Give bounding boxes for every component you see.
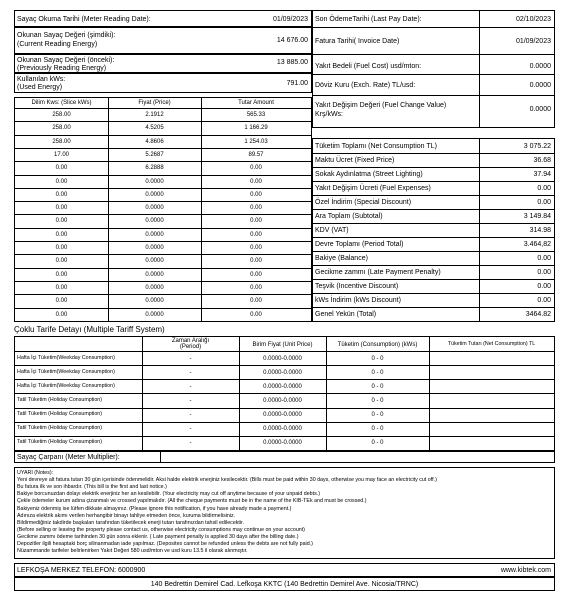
slice-kws-cell: 0.00 (55, 258, 68, 265)
tariff-header-unit-price: Birim Fiyat (Unit Price) (252, 342, 313, 348)
slice-price-cell: 0.0000 (145, 178, 164, 185)
footer-website[interactable]: www.kibtek.com (500, 567, 551, 574)
tariff-row-type: Hafta İçi Tüketim(Weekday Consumption) (17, 368, 115, 375)
totals-label: Yakıt Değişim Ücreti (Fuel Expenses) (315, 184, 431, 192)
slice-row-divider (15, 214, 311, 215)
slice-row-divider (15, 148, 311, 149)
meter-multiplier-box (14, 451, 555, 463)
slice-row-divider (15, 121, 311, 122)
tariff-header-consumption: Tüketim (Consumption) (kWs) (337, 342, 418, 348)
totals-value: 36.68 (533, 156, 551, 164)
slice-amount-cell: 1 166.29 (244, 125, 268, 132)
slice-header-price: Fiyat (Price) (138, 100, 171, 106)
totals-label: Teşvik (Incentive Discount) (315, 282, 399, 290)
tariff-row-consumption: 0 - 0 (371, 440, 384, 447)
tariff-row-type: Tatil Tüketim (Holiday Consumption) (17, 411, 102, 418)
totals-value: 0.00 (537, 198, 551, 206)
tariff-row-unit-price: 0.0000-0.0000 (263, 426, 302, 433)
tariff-row-period: - (189, 412, 192, 419)
slice-amount-cell: 0.00 (250, 205, 262, 212)
last-pay-date-label: Son ÖdemeTarihi (Last Pay Date): (315, 16, 422, 23)
notes-line: Bakiye borcunuzdan dolayı elektrik enerjiniz her an kesilebilir. (Your electricity may cut off anytime because of your unpaid debts.) (17, 491, 320, 498)
slice-header-amount: Tutar Amount (238, 100, 274, 106)
totals-row-divider (313, 195, 554, 196)
totals-label: KDV (VAT) (315, 226, 349, 234)
slice-kws-cell: 0.00 (55, 205, 68, 212)
slice-amount-cell: 0.00 (250, 258, 262, 265)
tariff-row-type: Hafta İçi Tüketim(Weekday Consumption) (17, 354, 115, 361)
slice-price-cell: 0.0000 (145, 191, 164, 198)
slice-row-divider (15, 308, 311, 309)
multi-tariff-title: Çoklu Tarife Detayı (Multiple Tariff System) (14, 325, 165, 334)
used-energy-value: 791.00 (286, 80, 308, 87)
slice-price-cell: 0.0000 (145, 258, 164, 265)
totals-value: 0.00 (537, 282, 551, 290)
slice-price-cell: 4.5205 (145, 125, 164, 132)
totals-row-divider (313, 307, 554, 308)
slice-kws-cell: 258.00 (52, 138, 71, 145)
totals-value: 37.94 (533, 170, 551, 178)
totals-label: Gecikme zammı (Late Payment Penalty) (315, 268, 441, 276)
notes-line: Bakiyeniz ödenmiş ise lütfen dikkate almayınız. (Please ignore this notification, if you have already made a payment.) (17, 505, 292, 512)
notes-line: Gecikme zammı ödeme tarihinden 30 gün sonra eklenir. ( Late payment penalty is applied 30 days after the billing date.) (17, 533, 299, 540)
tariff-row-unit-price: 0.0000-0.0000 (263, 355, 302, 362)
totals-value: 0.00 (537, 296, 551, 304)
slice-amount-cell: 0.00 (250, 231, 262, 238)
tariff-row-period: - (189, 440, 192, 447)
slice-kws-cell: 258.00 (52, 125, 71, 132)
slice-kws-cell: 0.00 (55, 178, 68, 185)
slice-amount-cell: 0.00 (250, 165, 262, 172)
notes-line: (Before selling or leaving the property please contact us, otherwise electricity consumptions may continue on your account) (17, 526, 305, 533)
tariff-row-consumption: 0 - 0 (371, 369, 384, 376)
tariff-row-period: - (189, 426, 192, 433)
slice-price-cell: 0.0000 (145, 311, 164, 318)
slice-amount-cell: 1 254.03 (244, 138, 268, 145)
tariff-row-unit-price: 0.0000-0.0000 (263, 383, 302, 390)
tariff-row-period: - (189, 369, 192, 376)
tariff-header-period-en: (Period) (179, 344, 202, 350)
totals-label: Genel Yekün (Total) (315, 310, 377, 318)
slice-kws-cell: 17.00 (53, 151, 69, 158)
used-energy-box (14, 73, 312, 93)
totals-value: 3.464,82 (523, 240, 551, 248)
totals-label: Maktu Ücret (Fixed Price) (315, 156, 395, 164)
totals-value: 314.98 (529, 226, 551, 234)
slice-row-divider (15, 254, 311, 255)
totals-row-divider (313, 265, 554, 266)
tariff-row-type: Tatil Tüketim (Holiday Consumption) (17, 425, 102, 432)
slice-kws-cell: 0.00 (55, 191, 68, 198)
tariff-row-period: - (189, 383, 192, 390)
tariff-row-period: - (189, 397, 192, 404)
slice-kws-cell: 0.00 (55, 165, 68, 172)
slice-row-divider (15, 161, 311, 162)
notes-title: UYARI (Notes): (17, 470, 54, 476)
fuel-cost-label: Yakıt Bedeli (Fuel Cost) usd/mton: (315, 63, 422, 70)
totals-row-divider (313, 237, 554, 238)
notes-line: Nüzammande tarifeler belirlenirken Yakıt Değeri 580 usd/mton ve usd kuru 13.5 il olarak alınmıştır. (17, 548, 248, 555)
totals-row-divider (313, 153, 554, 154)
totals-label: Bakiye (Balance) (315, 254, 368, 262)
tariff-row-unit-price: 0.0000-0.0000 (263, 397, 302, 404)
slice-price-cell: 0.0000 (145, 271, 164, 278)
slice-amount-cell: 89.57 (248, 151, 264, 158)
totals-value: 0.00 (537, 254, 551, 262)
slice-kws-cell: 0.00 (55, 245, 68, 251)
tariff-row-consumption: 0 - 0 (371, 412, 384, 419)
slice-row-divider (15, 268, 311, 269)
slice-kws-cell: 258.00 (52, 112, 71, 118)
footer-contact (14, 563, 555, 577)
totals-table (312, 138, 555, 322)
totals-value: 3464.82 (525, 310, 551, 318)
fuel-change-label-unit: Krş/kWs: (315, 111, 343, 118)
previous-reading-box (14, 54, 312, 73)
used-energy-label: Kullanılan kWs: (17, 76, 66, 83)
notes-line: Adınıza elektrik akımı verilen herhangibir binayı tahliye etmeden önce, kuruma bildirmelisiniz. (17, 512, 236, 519)
tariff-row-divider (15, 436, 554, 437)
tariff-header-period-tr: Zaman Aralığı (171, 338, 210, 344)
slice-amount-cell: 565.33 (246, 112, 266, 118)
slice-table (14, 97, 312, 322)
notes-line: Çekle ödemeler kurum adına çizanmalı ve crossed yapılmalıdır. (All the cheque payments must be in the name of the KIB-TEk and must be crossed.) (17, 498, 367, 505)
slice-row-divider (15, 281, 311, 282)
tariff-row-divider (15, 393, 554, 394)
slice-price-cell: 6.2888 (145, 165, 164, 172)
slice-price-cell: 0.0000 (145, 245, 164, 251)
slice-price-cell: 0.0000 (145, 298, 164, 305)
slice-amount-cell: 0.00 (250, 178, 262, 185)
slice-price-cell: 0.0000 (145, 231, 164, 238)
tariff-row-divider (15, 408, 554, 409)
fuel-change-label: Yakıt Değişim Değeri (Fuel Change Value) (315, 102, 447, 109)
meter-reading-date-label: Sayaç Okuma Tarihi (Meter Reading Date): (17, 16, 151, 23)
slice-kws-cell: 0.00 (55, 298, 68, 305)
meter-reading-date-box (14, 10, 312, 27)
used-energy-label-en: (Used Energy) (17, 84, 63, 91)
slice-kws-cell: 0.00 (55, 284, 68, 291)
tariff-header-net-consumption: Tüketim Tutarı (Net Consumption) TL (447, 341, 536, 347)
tariff-row-period: - (189, 355, 192, 362)
tariff-row-divider (15, 379, 554, 380)
totals-row-divider (313, 279, 554, 280)
slice-kws-cell: 0.00 (55, 231, 68, 238)
tariff-row-consumption: 0 - 0 (371, 355, 384, 362)
totals-row-divider (313, 209, 554, 210)
tariff-row-consumption: 0 - 0 (371, 397, 384, 404)
current-reading-value: 14 676.00 (276, 37, 308, 44)
invoice-date-label: Fatura Tarihi( Invoice Date) (315, 38, 400, 45)
totals-row-divider (313, 251, 554, 252)
totals-row-divider (313, 181, 554, 182)
slice-amount-cell: 0.00 (250, 245, 262, 251)
fuel-change-value: 0.0000 (529, 106, 551, 113)
previous-reading-label-en: (Previously Reading Energy) (17, 65, 107, 72)
notes-line: Yeni devreye alt fatura tutarı 30 gün içerisinde ödenmelidir. Aksi halde elektrik enerjiniz kesilecektir. (Bills must be paid within 30 days, otherwise you may face an electricity cut off.) (17, 477, 437, 484)
totals-label: Devre Toplamı (Period Total) (315, 240, 404, 248)
tariff-row-divider (15, 422, 554, 423)
slice-row-divider (15, 188, 311, 189)
slice-price-cell: 0.0000 (145, 218, 164, 225)
slice-header-kws: Dilim Kws: (Slice kWs) (31, 100, 92, 106)
totals-label: Özel İndirim (Special Discount) (315, 198, 412, 206)
totals-label: Tüketim Toplamı (Net Consumption TL) (315, 142, 437, 150)
exch-rate-label: Döviz Kuru (Exch. Rate) TL/usd: (315, 82, 416, 89)
invoice-date-value: 01/09/2023 (515, 38, 551, 45)
slice-kws-cell: 0.00 (55, 271, 68, 278)
totals-row-divider (313, 223, 554, 224)
notes-box (14, 467, 555, 559)
tariff-row-unit-price: 0.0000-0.0000 (263, 440, 302, 447)
slice-amount-cell: 0.00 (250, 191, 262, 198)
totals-row-divider (313, 293, 554, 294)
slice-price-cell: 4.8606 (145, 138, 164, 145)
tariff-row-unit-price: 0.0000-0.0000 (263, 369, 302, 376)
previous-reading-label: Okunan Sayaç Değeri (önceki): (17, 57, 115, 64)
slice-amount-cell: 0.00 (250, 271, 262, 278)
slice-row-divider (15, 201, 311, 202)
fuel-cost-value: 0.0000 (529, 63, 551, 70)
slice-row-divider (15, 135, 311, 136)
tariff-row-type: Tatil Tüketim (Holiday Consumption) (17, 439, 102, 446)
totals-value: 0.00 (537, 268, 551, 276)
totals-value: 0.00 (537, 184, 551, 192)
tariff-row-unit-price: 0.0000-0.0000 (263, 412, 302, 419)
tariff-row-type: Hafta İçi Tüketim(Weekday Consumption) (17, 382, 115, 389)
slice-price-cell: 0.0000 (145, 284, 164, 291)
last-pay-date-value: 02/10/2023 (515, 16, 551, 23)
totals-label: kWs İndirim (kWs Discount) (315, 296, 401, 304)
footer-address-box (14, 577, 555, 591)
totals-label: Sokak Aydınlatma (Street Lighting) (315, 170, 423, 178)
notes-line: Bu fatura ilk ve son ihbardır. (This bill is the first and last notice.) (17, 484, 167, 491)
slice-amount-cell: 0.00 (250, 284, 262, 291)
footer-address: 140 Bedrettin Demirel Cad. Lefkoşa KKTC (140 Bedrettin Demirel Ave. Nicosia/TRNC) (150, 581, 419, 588)
current-reading-label: Okunan Sayaç Değeri (şimdiki): (17, 32, 116, 39)
slice-row-divider (15, 241, 311, 242)
exch-rate-value: 0.0000 (529, 82, 551, 89)
tariff-row-divider (15, 365, 554, 366)
multi-tariff-table (14, 336, 555, 451)
meter-multiplier-label: Sayaç Çarpanı (Meter Multiplier): (17, 454, 120, 461)
right-info-box (312, 10, 555, 128)
totals-row-divider (313, 167, 554, 168)
slice-price-cell: 5.2687 (145, 151, 164, 158)
notes-line: Bildirmediğiniz takdirde başkaları tarafından tüketilecek enerji tutarı tarafınızdan tahsil edilecektir. (17, 519, 245, 526)
totals-value: 3 075.22 (523, 142, 551, 150)
slice-row-divider (15, 175, 311, 176)
slice-price-cell: 0.0000 (145, 205, 164, 212)
notes-line: Depozitler ilgili hesaptaki borç silinanmadan iade yapılmaz. (Deposites cannot be refunded unless the debts are not fully paid.) (17, 541, 313, 547)
current-reading-box (14, 27, 312, 54)
totals-value: 3 149.84 (523, 212, 551, 220)
totals-label: Ara Toplam (Subtotal) (315, 212, 383, 220)
tariff-row-type: Tatil Tüketim (Holiday Consumption) (17, 396, 102, 403)
slice-amount-cell: 0.00 (250, 311, 262, 318)
tariff-row-consumption: 0 - 0 (371, 383, 384, 390)
slice-kws-cell: 0.00 (55, 218, 68, 225)
meter-reading-date-value: 01/09/2023 (272, 16, 308, 23)
slice-amount-cell: 0.00 (250, 218, 262, 225)
footer-phone: LEFKOŞA MERKEZ TELEFON: 6000900 (17, 567, 146, 574)
tariff-row-consumption: 0 - 0 (371, 426, 384, 433)
slice-row-divider (15, 228, 311, 229)
slice-amount-cell: 0.00 (250, 298, 262, 305)
previous-reading-value: 13 885.00 (276, 59, 308, 66)
current-reading-label-en: (Current Reading Energy) (17, 41, 98, 48)
slice-kws-cell: 0.00 (55, 311, 68, 318)
slice-row-divider (15, 294, 311, 295)
slice-price-cell: 2.1912 (145, 112, 164, 118)
